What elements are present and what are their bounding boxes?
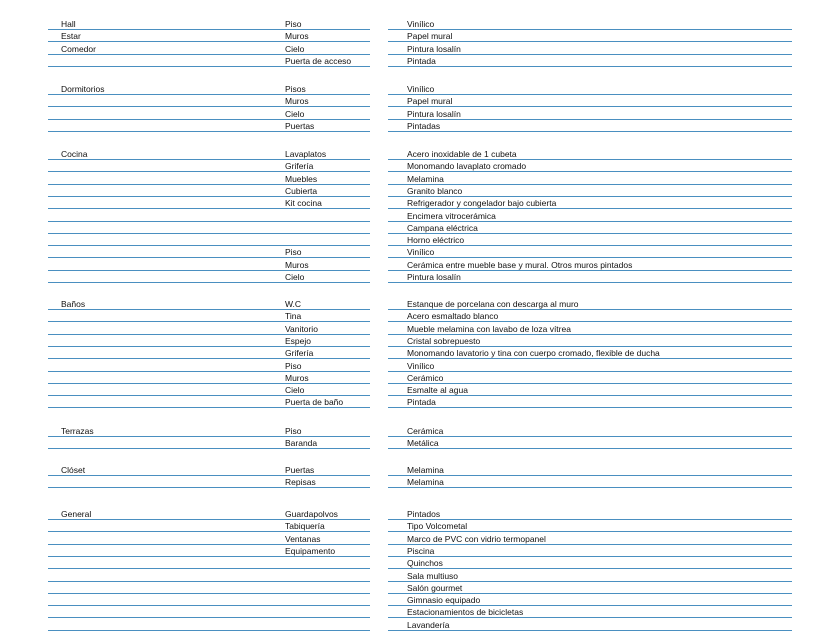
- table-row: [0, 425, 840, 437]
- material-value: Esmalte al agua: [407, 385, 468, 396]
- element-label: Cielo: [285, 43, 305, 54]
- table-row: [0, 533, 840, 545]
- material-value: Melamina: [407, 173, 444, 184]
- table-row: [0, 222, 840, 234]
- element-label: Muros: [285, 372, 309, 383]
- table-row: [0, 95, 840, 107]
- table-row: [0, 197, 840, 209]
- table-row: [0, 55, 840, 67]
- material-value: Marco de PVC con vidrio termopanel: [407, 533, 546, 544]
- table-row: [0, 246, 840, 258]
- element-label: Lavaplatos: [285, 149, 327, 159]
- element-label: Vanitorio: [285, 323, 318, 334]
- table-row: [0, 120, 840, 132]
- table-row: [0, 323, 840, 335]
- element-label: Cielo: [285, 272, 305, 282]
- table-row: [0, 148, 840, 160]
- material-value: Vinílico: [407, 360, 435, 371]
- element-label: Muebles: [285, 173, 318, 184]
- material-value: Metálica: [407, 438, 439, 449]
- row-divider: [388, 282, 792, 283]
- element-label: Piso: [285, 19, 302, 29]
- table-row: [0, 259, 840, 271]
- row-divider: [48, 448, 370, 449]
- table-row: [0, 234, 840, 246]
- material-value: Cerámico: [407, 372, 444, 383]
- material-value: Papel mural: [407, 31, 453, 42]
- row-divider: [388, 66, 792, 67]
- material-value: Pintada: [407, 397, 436, 408]
- material-value: Cerámica: [407, 426, 444, 436]
- table-row: [0, 508, 840, 520]
- material-value: Acero esmaltado blanco: [407, 311, 499, 322]
- material-value: Gimnasio equipado: [407, 595, 481, 606]
- material-value: Pintura losalín: [407, 272, 461, 282]
- table-row: [0, 310, 840, 322]
- table-row: [0, 83, 840, 95]
- row-divider: [388, 487, 792, 488]
- row-divider: [388, 448, 792, 449]
- element-label: Guardapolvos: [285, 509, 338, 519]
- element-label: Baranda: [285, 438, 318, 449]
- material-value: Mueble melamina con lavabo de loza vítrea: [407, 323, 571, 334]
- element-label: Tina: [285, 311, 302, 322]
- table-row: [0, 298, 840, 310]
- material-value: Piscina: [407, 545, 435, 556]
- element-label: W.C: [285, 299, 302, 309]
- material-value: Encimera vitrocerámica: [407, 210, 496, 221]
- material-value: Horno eléctrico: [407, 235, 465, 246]
- row-divider: [388, 131, 792, 132]
- element-label: Repisas: [285, 477, 316, 488]
- material-value: Vinílico: [407, 19, 435, 29]
- table-row: [0, 360, 840, 372]
- row-divider: [48, 131, 370, 132]
- element-label: Piso: [285, 360, 302, 371]
- table-row: [0, 335, 840, 347]
- room-label: Hall: [61, 19, 76, 29]
- table-row: [0, 396, 840, 408]
- room-label: Baños: [61, 299, 86, 309]
- element-label: Muros: [285, 31, 309, 42]
- row-divider: [48, 66, 370, 67]
- room-label: Cocina: [61, 149, 88, 159]
- element-label: Pisos: [285, 84, 306, 94]
- material-value: Pintura losalín: [407, 43, 461, 54]
- material-value: Tipo Volcometal: [407, 521, 468, 532]
- table-row: [0, 271, 840, 283]
- material-value: Campana eléctrica: [407, 222, 478, 233]
- material-value: Pintados: [407, 509, 441, 519]
- table-row: [0, 594, 840, 606]
- element-label: Piso: [285, 426, 302, 436]
- material-value: Quinchos: [407, 558, 443, 569]
- material-value: Estanque de porcelana con descarga al muro: [407, 299, 579, 309]
- table-row: [0, 108, 840, 120]
- element-label: Piso: [285, 247, 302, 258]
- element-label: Kit cocina: [285, 198, 322, 209]
- table-row: [0, 464, 840, 476]
- table-row: [0, 18, 840, 30]
- room-label: General: [61, 509, 92, 519]
- material-value: Pintada: [407, 55, 436, 66]
- material-value: Cristal sobrepuesto: [407, 335, 481, 346]
- room-label: Clóset: [61, 465, 86, 475]
- table-row: [0, 476, 840, 488]
- table-row: [0, 619, 840, 631]
- material-value: Estacionamientos de bicicletas: [407, 607, 524, 618]
- element-label: Cielo: [285, 385, 305, 396]
- element-label: Cubierta: [285, 185, 318, 196]
- table-row: [0, 43, 840, 55]
- table-row: [0, 160, 840, 172]
- row-divider: [48, 407, 370, 408]
- material-value: Monomando lavaplato cromado: [407, 161, 527, 172]
- element-label: Cielo: [285, 108, 305, 119]
- table-row: [0, 570, 840, 582]
- element-label: Puerta de acceso: [285, 55, 352, 66]
- material-value: Vinílico: [407, 84, 435, 94]
- element-label: Puertas: [285, 120, 315, 131]
- table-row: [0, 30, 840, 42]
- material-value: Sala multiuso: [407, 570, 459, 581]
- table-row: [0, 520, 840, 532]
- table-row: [0, 545, 840, 557]
- table-row: [0, 210, 840, 222]
- room-label: Terrazas: [61, 426, 94, 436]
- material-value: Pintura losalín: [407, 108, 461, 119]
- material-value: Melamina: [407, 465, 444, 475]
- material-value: Refrigerador y congelador bajo cubierta: [407, 198, 557, 209]
- material-value: Melamina: [407, 477, 444, 488]
- element-label: Ventanas: [285, 533, 321, 544]
- table-row: [0, 582, 840, 594]
- material-value: Salón gourmet: [407, 582, 463, 593]
- table-row: [0, 606, 840, 618]
- room-label: Dormitorios: [61, 84, 105, 94]
- element-label: Puertas: [285, 465, 315, 475]
- element-label: Equipamento: [285, 545, 336, 556]
- material-value: Acero inoxidable de 1 cubeta: [407, 149, 517, 159]
- table-row: [0, 173, 840, 185]
- element-label: Grifería: [285, 348, 314, 359]
- room-label: Comedor: [61, 43, 96, 54]
- element-label: Muros: [285, 259, 309, 270]
- element-label: Tabiquería: [285, 521, 325, 532]
- material-value: Granito blanco: [407, 185, 463, 196]
- element-label: Muros: [285, 96, 309, 107]
- table-row: [0, 437, 840, 449]
- material-value: Vinílico: [407, 247, 435, 258]
- material-value: Lavandería: [407, 619, 450, 630]
- table-row: [0, 384, 840, 396]
- element-label: Espejo: [285, 335, 311, 346]
- material-value: Papel mural: [407, 96, 453, 107]
- material-value: Cerámica entre mueble base y mural. Otros muros pintados: [407, 259, 633, 270]
- table-row: [0, 372, 840, 384]
- material-value: Pintadas: [407, 120, 441, 131]
- table-row: [0, 185, 840, 197]
- room-label: Estar: [61, 31, 81, 42]
- row-divider: [48, 282, 370, 283]
- table-row: [0, 557, 840, 569]
- element-label: Grifería: [285, 161, 314, 172]
- element-label: Puerta de baño: [285, 397, 344, 408]
- row-divider: [388, 407, 792, 408]
- table-row: [0, 347, 840, 359]
- material-value: Monomando lavatorio y tina con cuerpo cromado, flexible de ducha: [407, 348, 660, 359]
- row-divider: [48, 487, 370, 488]
